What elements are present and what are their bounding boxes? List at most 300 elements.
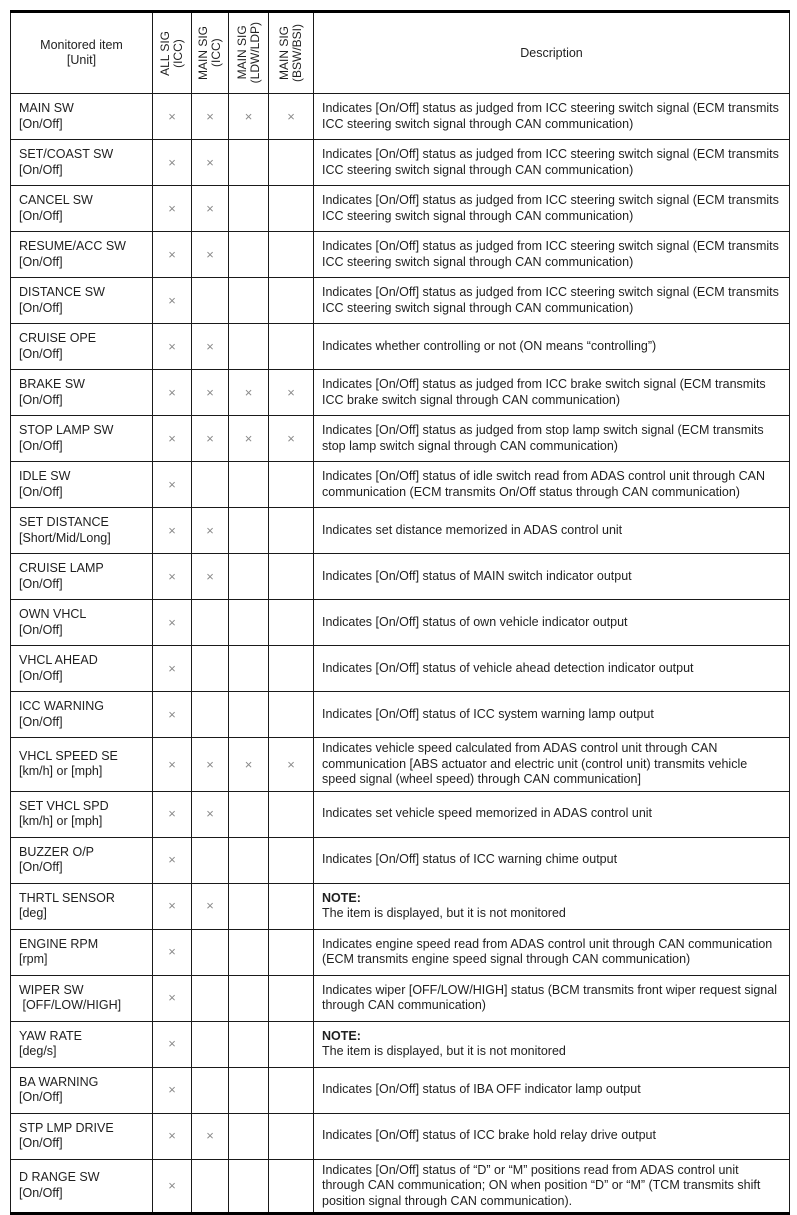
x-mark: × — [168, 756, 176, 772]
x-mark: × — [168, 108, 176, 124]
x-mark: × — [206, 806, 214, 822]
monitored-item-unit: [On/Off] — [19, 576, 63, 591]
monitored-item-name: STP LMP DRIVE — [19, 1120, 114, 1135]
table-row — [11, 554, 790, 600]
description-cell — [314, 646, 790, 692]
monitored-item-unit: [On/Off] — [19, 300, 63, 315]
signal-mark-cell — [269, 1021, 314, 1067]
table-row — [11, 140, 790, 186]
signal-mark-cell — [153, 508, 192, 554]
header-main-sig-bsw-bsi — [269, 12, 314, 94]
signal-mark-cell — [153, 186, 192, 232]
description-text: Indicates [On/Off] status as judged from ICC steering switch signal (ECM transmits ICC steering switch signal through CAN communication) — [322, 101, 779, 131]
x-mark: × — [168, 200, 176, 216]
signal-mark-cell — [269, 738, 314, 792]
signal-mark-cell — [153, 1159, 192, 1214]
note-label: NOTE: — [322, 1028, 361, 1043]
monitored-item-cell — [11, 692, 153, 738]
monitored-item-cell — [11, 186, 153, 232]
signal-mark-cell — [229, 1021, 269, 1067]
rotated-header-text — [278, 24, 304, 82]
table-row — [11, 370, 790, 416]
signal-mark-cell — [229, 738, 269, 792]
x-mark: × — [168, 1036, 176, 1052]
description-cell — [314, 1113, 790, 1159]
description-text: Indicates [On/Off] status of vehicle ahead detection indicator output — [322, 660, 694, 675]
monitored-item-unit: [deg/s] — [19, 1044, 57, 1058]
x-mark: × — [206, 522, 214, 538]
description-cell — [314, 1067, 790, 1113]
signal-mark-cell — [192, 370, 229, 416]
description-text: Indicates [On/Off] status as judged from ICC steering switch signal (ECM transmits ICC steering switch signal through CAN communication) — [322, 285, 779, 315]
signal-mark-cell — [229, 646, 269, 692]
monitored-item-unit: [rpm] — [19, 952, 48, 966]
x-mark: × — [168, 1178, 176, 1193]
signal-header-line2: (ICC) — [171, 38, 185, 68]
description-cell — [314, 508, 790, 554]
monitored-item-cell — [11, 140, 153, 186]
description-cell — [314, 278, 790, 324]
signal-mark-cell — [229, 975, 269, 1021]
table-row — [11, 1067, 790, 1113]
signal-mark-cell — [153, 791, 192, 837]
signal-mark-cell — [153, 554, 192, 600]
header-main-sig-icc — [192, 12, 229, 94]
x-mark: × — [168, 1128, 176, 1144]
signal-mark-cell — [269, 975, 314, 1021]
monitored-item-name: THRTL SENSOR — [19, 890, 115, 905]
signal-mark-cell — [153, 278, 192, 324]
signal-mark-cell — [269, 324, 314, 370]
monitored-item-unit: [On/Off] — [19, 1185, 63, 1200]
signal-mark-cell — [153, 462, 192, 508]
monitored-item-unit: [deg] — [19, 906, 47, 920]
signal-mark-cell — [229, 692, 269, 738]
monitored-item-unit: [km/h] or [mph] — [19, 814, 103, 828]
table-row — [11, 929, 790, 975]
x-mark: × — [206, 568, 214, 584]
x-mark: × — [168, 522, 176, 538]
signal-mark-cell — [192, 278, 229, 324]
x-mark: × — [168, 898, 176, 914]
monitored-item-name: DISTANCE SW — [19, 285, 105, 299]
description-text: The item is displayed, but it is not monitored — [322, 906, 566, 920]
x-mark: × — [206, 200, 214, 216]
x-mark: × — [168, 1082, 176, 1098]
description-text: Indicates [On/Off] status of ICC system warning lamp output — [322, 706, 654, 721]
description-cell — [314, 692, 790, 738]
signal-mark-cell — [229, 186, 269, 232]
description-cell — [314, 370, 790, 416]
table-row — [11, 1113, 790, 1159]
monitored-item-cell — [11, 929, 153, 975]
signal-mark-cell — [269, 1159, 314, 1214]
signal-mark-cell — [153, 600, 192, 646]
x-mark: × — [168, 614, 176, 630]
monitored-item-cell — [11, 554, 153, 600]
monitored-item-unit: [On/Off] — [19, 484, 63, 499]
description-cell — [314, 600, 790, 646]
signal-mark-cell — [229, 837, 269, 883]
signal-mark-cell — [269, 462, 314, 508]
monitored-item-cell — [11, 1113, 153, 1159]
signal-mark-cell — [269, 508, 314, 554]
signal-header-line1: MAIN SIG — [196, 25, 210, 80]
signal-mark-cell — [269, 370, 314, 416]
x-mark: × — [168, 706, 176, 722]
description-text: Indicates [On/Off] status as judged from ICC steering switch signal (ECM transmits ICC steering switch signal through CAN communication) — [322, 239, 779, 269]
monitored-item-unit: [On/Off] — [19, 1136, 63, 1150]
x-mark: × — [206, 108, 214, 124]
monitored-item-name: VHCL SPEED SE — [19, 748, 118, 763]
monitored-item-name: CRUISE OPE — [19, 331, 97, 345]
monitored-item-unit: [On/Off] — [19, 714, 63, 729]
table-row — [11, 975, 790, 1021]
signal-mark-cell — [153, 646, 192, 692]
x-mark: × — [287, 384, 295, 400]
table-row — [11, 791, 790, 837]
table-row — [11, 232, 790, 278]
table-row — [11, 600, 790, 646]
x-mark: × — [206, 898, 214, 914]
description-cell — [314, 324, 790, 370]
monitored-item-unit: [On/Off] — [19, 208, 63, 223]
table-row — [11, 883, 790, 929]
monitored-item-name: BA WARNING — [19, 1074, 99, 1089]
signal-header-line2: (BSW/BSI) — [290, 23, 304, 82]
description-text: Indicates [On/Off] status as judged from stop lamp switch signal (ECM transmits stop lamp switch signal through CAN communication) — [322, 423, 764, 453]
signal-mark-cell — [269, 94, 314, 140]
description-cell — [314, 186, 790, 232]
table-row — [11, 1159, 790, 1214]
signal-mark-cell — [192, 600, 229, 646]
signal-mark-cell — [153, 140, 192, 186]
signal-mark-cell — [229, 324, 269, 370]
description-text: Indicates [On/Off] status of IBA OFF indicator lamp output — [322, 1082, 641, 1097]
signal-mark-cell — [192, 791, 229, 837]
x-mark: × — [168, 246, 176, 262]
signal-mark-cell — [229, 791, 269, 837]
signal-mark-cell — [153, 883, 192, 929]
description-text: Indicates vehicle speed calculated from ADAS control unit through CAN communication [ABS actuator and electric unit (control unit) transmits vehicle speed signal (wheel speed) through CAN communication] — [322, 741, 748, 786]
signal-mark-cell — [192, 140, 229, 186]
monitored-item-cell — [11, 646, 153, 692]
signal-mark-cell — [269, 278, 314, 324]
monitored-item-unit: [On/Off] — [19, 668, 63, 683]
description-text: Indicates [On/Off] status of own vehicle indicator output — [322, 614, 628, 629]
signal-mark-cell — [269, 554, 314, 600]
monitored-item-unit: [OFF/LOW/HIGH] — [19, 998, 122, 1012]
signal-mark-cell — [153, 324, 192, 370]
x-mark: × — [168, 568, 176, 584]
monitored-item-name: D RANGE SW — [19, 1170, 100, 1185]
monitored-item-cell — [11, 1067, 153, 1113]
x-mark: × — [206, 430, 214, 446]
description-text: Indicates [On/Off] status of idle switch read from ADAS control unit through CAN communication (ECM transmits On/Off status through CAN communication) — [322, 469, 766, 499]
monitored-item-name: RESUME/ACC SW — [19, 239, 126, 253]
monitored-item-name: IDLE SW — [19, 469, 71, 483]
description-cell — [314, 140, 790, 186]
signal-mark-cell — [229, 554, 269, 600]
monitored-item-name: VHCL AHEAD — [19, 653, 98, 667]
x-mark: × — [168, 990, 176, 1006]
table-row — [11, 738, 790, 792]
monitored-item-cell — [11, 416, 153, 462]
signal-mark-cell — [153, 370, 192, 416]
signal-mark-cell — [229, 929, 269, 975]
table-row — [11, 324, 790, 370]
signal-mark-cell — [153, 837, 192, 883]
signal-mark-cell — [229, 278, 269, 324]
table-row — [11, 1021, 790, 1067]
signal-mark-cell — [229, 94, 269, 140]
x-mark: × — [287, 108, 295, 124]
signal-mark-cell — [192, 929, 229, 975]
signal-mark-cell — [269, 232, 314, 278]
signal-mark-cell — [192, 94, 229, 140]
monitored-item-cell — [11, 837, 153, 883]
monitored-item-cell — [11, 883, 153, 929]
table-header — [11, 12, 790, 94]
description-text: Indicates engine speed read from ADAS control unit through CAN communication (ECM transmits engine speed signal through CAN communication) — [322, 936, 773, 966]
table-row — [11, 692, 790, 738]
monitored-item-unit: [On/Off] — [19, 162, 63, 177]
signal-mark-cell — [269, 692, 314, 738]
description-cell — [314, 791, 790, 837]
monitored-item-name: BUZZER O/P — [19, 844, 95, 859]
signal-header-line2: (ICC) — [209, 38, 223, 68]
signal-mark-cell — [192, 883, 229, 929]
monitored-item-name: OWN VHCL — [19, 607, 87, 621]
description-cell — [314, 462, 790, 508]
x-mark: × — [168, 944, 176, 960]
signal-mark-cell — [192, 1021, 229, 1067]
signal-mark-cell — [269, 837, 314, 883]
description-cell — [314, 975, 790, 1021]
monitored-item-name: MAIN SW — [19, 101, 74, 115]
monitored-item-unit: [On/Off] — [19, 1090, 63, 1104]
monitored-item-cell — [11, 508, 153, 554]
x-mark: × — [287, 430, 295, 446]
description-cell — [314, 738, 790, 792]
monitored-item-cell — [11, 738, 153, 792]
signal-mark-cell — [192, 1113, 229, 1159]
x-mark: × — [206, 756, 214, 772]
x-mark: × — [206, 154, 214, 170]
signal-mark-cell — [153, 975, 192, 1021]
signal-header-line1: MAIN SIG — [234, 26, 249, 81]
description-text: Indicates [On/Off] status of MAIN switch indicator output — [322, 568, 632, 583]
x-mark: × — [206, 338, 214, 354]
signal-mark-cell — [269, 416, 314, 462]
monitored-item-unit: [On/Off] — [19, 254, 63, 269]
monitored-item-cell — [11, 1159, 153, 1214]
description-cell — [314, 232, 790, 278]
x-mark: × — [168, 430, 176, 446]
description-cell — [314, 929, 790, 975]
description-text: Indicates [On/Off] status of “D” or “M” positions read from ADAS control unit through CAN communication; ON when position “D” or “M” (TCM transmits shift position signal through CAN communication). — [322, 1162, 761, 1208]
x-mark: × — [168, 852, 176, 868]
description-text: Indicates set distance memorized in ADAS control unit — [322, 522, 623, 537]
x-mark: × — [168, 338, 176, 354]
monitored-item-name: ICC WARNING — [19, 699, 104, 713]
description-cell — [314, 416, 790, 462]
monitored-item-name: WIPER SW — [19, 982, 84, 997]
table-row — [11, 416, 790, 462]
signal-mark-cell — [229, 508, 269, 554]
monitored-item-name: YAW RATE — [19, 1028, 82, 1043]
x-mark: × — [168, 292, 176, 308]
signal-mark-cell — [153, 94, 192, 140]
description-text: Indicates [On/Off] status as judged from ICC steering switch signal (ECM transmits ICC steering switch signal through CAN communication) — [322, 147, 779, 177]
signal-mark-cell — [269, 883, 314, 929]
description-text: Indicates [On/Off] status of ICC brake hold relay drive output — [322, 1128, 656, 1143]
signal-mark-cell — [153, 929, 192, 975]
monitored-item-name: STOP LAMP SW — [19, 423, 114, 437]
x-mark: × — [206, 1128, 214, 1144]
monitored-item-name: BRAKE SW — [19, 377, 85, 391]
rotated-header-text — [159, 31, 185, 76]
signal-mark-cell — [269, 646, 314, 692]
monitored-item-name: SET DISTANCE — [19, 515, 109, 529]
signal-mark-cell — [153, 738, 192, 792]
signal-mark-cell — [153, 232, 192, 278]
description-text: The item is displayed, but it is not monitored — [322, 1044, 566, 1058]
description-cell — [314, 94, 790, 140]
monitored-item-cell — [11, 791, 153, 837]
x-mark: × — [287, 756, 295, 772]
signal-mark-cell — [153, 1021, 192, 1067]
description-text: Indicates set vehicle speed memorized in ADAS control unit — [322, 806, 653, 821]
signal-mark-cell — [192, 692, 229, 738]
x-mark: × — [206, 246, 214, 262]
x-mark: × — [206, 384, 214, 400]
table-row — [11, 646, 790, 692]
monitored-item-name: SET VHCL SPD — [19, 798, 109, 813]
header-all-sig-icc — [153, 12, 192, 94]
table-row — [11, 278, 790, 324]
monitored-item-unit: [km/h] or [mph] — [19, 764, 103, 779]
signal-mark-cell — [192, 508, 229, 554]
description-text: Indicates [On/Off] status as judged from ICC steering switch signal (ECM transmits ICC steering switch signal through CAN communication) — [322, 193, 779, 223]
signal-mark-cell — [229, 883, 269, 929]
table-row — [11, 508, 790, 554]
data-monitor-table — [10, 10, 790, 1215]
signal-mark-cell — [229, 600, 269, 646]
monitored-item-unit: [On/Off] — [19, 622, 63, 637]
header-monitored-item-line1: Monitored item — [40, 38, 123, 52]
monitored-item-unit: [On/Off] — [19, 860, 63, 874]
signal-mark-cell — [153, 692, 192, 738]
monitored-item-cell — [11, 975, 153, 1021]
signal-mark-cell — [229, 1067, 269, 1113]
signal-mark-cell — [192, 1067, 229, 1113]
monitored-item-cell — [11, 1021, 153, 1067]
header-monitored-item-line2: [Unit] — [66, 53, 97, 67]
signal-mark-cell — [269, 140, 314, 186]
signal-mark-cell — [192, 738, 229, 792]
monitored-item-cell — [11, 324, 153, 370]
description-text: Indicates wiper [OFF/LOW/HIGH] status (BCM transmits front wiper request signal through CAN communication) — [322, 982, 777, 1012]
signal-mark-cell — [153, 416, 192, 462]
description-cell — [314, 837, 790, 883]
signal-mark-cell — [192, 646, 229, 692]
description-cell — [314, 1021, 790, 1067]
x-mark: × — [168, 660, 176, 676]
signal-mark-cell — [229, 1113, 269, 1159]
rotated-header-text — [197, 26, 223, 80]
table-row — [11, 186, 790, 232]
header-description: Description — [314, 12, 790, 94]
description-cell — [314, 1159, 790, 1214]
description-cell — [314, 554, 790, 600]
signal-mark-cell — [229, 232, 269, 278]
signal-mark-cell — [229, 416, 269, 462]
signal-mark-cell — [192, 462, 229, 508]
monitored-item-unit: [On/Off] — [19, 346, 63, 361]
monitored-item-unit: [On/Off] — [19, 392, 63, 407]
x-mark: × — [244, 756, 253, 772]
signal-mark-cell — [229, 140, 269, 186]
signal-mark-cell — [269, 1113, 314, 1159]
signal-mark-cell — [269, 791, 314, 837]
monitored-item-name: SET/COAST SW — [19, 147, 114, 161]
monitored-item-cell — [11, 94, 153, 140]
x-mark: × — [168, 806, 176, 822]
signal-header-line1: ALL SIG — [158, 30, 172, 76]
monitored-item-cell — [11, 600, 153, 646]
x-mark: × — [168, 476, 176, 492]
signal-mark-cell — [192, 416, 229, 462]
monitored-item-name: CRUISE LAMP — [19, 561, 104, 575]
signal-mark-cell — [269, 1067, 314, 1113]
signal-mark-cell — [229, 462, 269, 508]
x-mark: × — [168, 384, 176, 400]
signal-mark-cell — [192, 232, 229, 278]
monitored-item-name: ENGINE RPM — [19, 936, 99, 951]
monitored-item-name: CANCEL SW — [19, 193, 93, 207]
signal-mark-cell — [269, 600, 314, 646]
signal-header-line2: (LDW/LDP) — [247, 22, 262, 84]
signal-mark-cell — [192, 186, 229, 232]
header-row — [11, 12, 790, 94]
signal-mark-cell — [269, 186, 314, 232]
description-text: Indicates [On/Off] status as judged from ICC brake switch signal (ECM transmits ICC brake switch signal through CAN communication) — [322, 377, 766, 407]
signal-header-line1: MAIN SIG — [277, 25, 291, 80]
monitored-item-cell — [11, 232, 153, 278]
x-mark: × — [168, 154, 176, 170]
description-text: Indicates whether controlling or not (ON means “controlling”) — [322, 338, 657, 353]
monitored-item-cell — [11, 462, 153, 508]
signal-mark-cell — [153, 1067, 192, 1113]
monitored-item-cell — [11, 370, 153, 416]
table-row — [11, 462, 790, 508]
rotated-header-text — [236, 22, 262, 83]
table-row — [11, 94, 790, 140]
x-mark: × — [244, 108, 253, 124]
signal-mark-cell — [192, 324, 229, 370]
x-mark: × — [244, 384, 253, 400]
description-text: Indicates [On/Off] status of ICC warning chime output — [322, 852, 618, 867]
signal-mark-cell — [192, 554, 229, 600]
signal-mark-cell — [269, 929, 314, 975]
signal-mark-cell — [229, 370, 269, 416]
monitored-item-unit: [On/Off] — [19, 438, 63, 453]
description-cell — [314, 883, 790, 929]
signal-mark-cell — [153, 1113, 192, 1159]
signal-mark-cell — [192, 1159, 229, 1214]
signal-mark-cell — [192, 837, 229, 883]
